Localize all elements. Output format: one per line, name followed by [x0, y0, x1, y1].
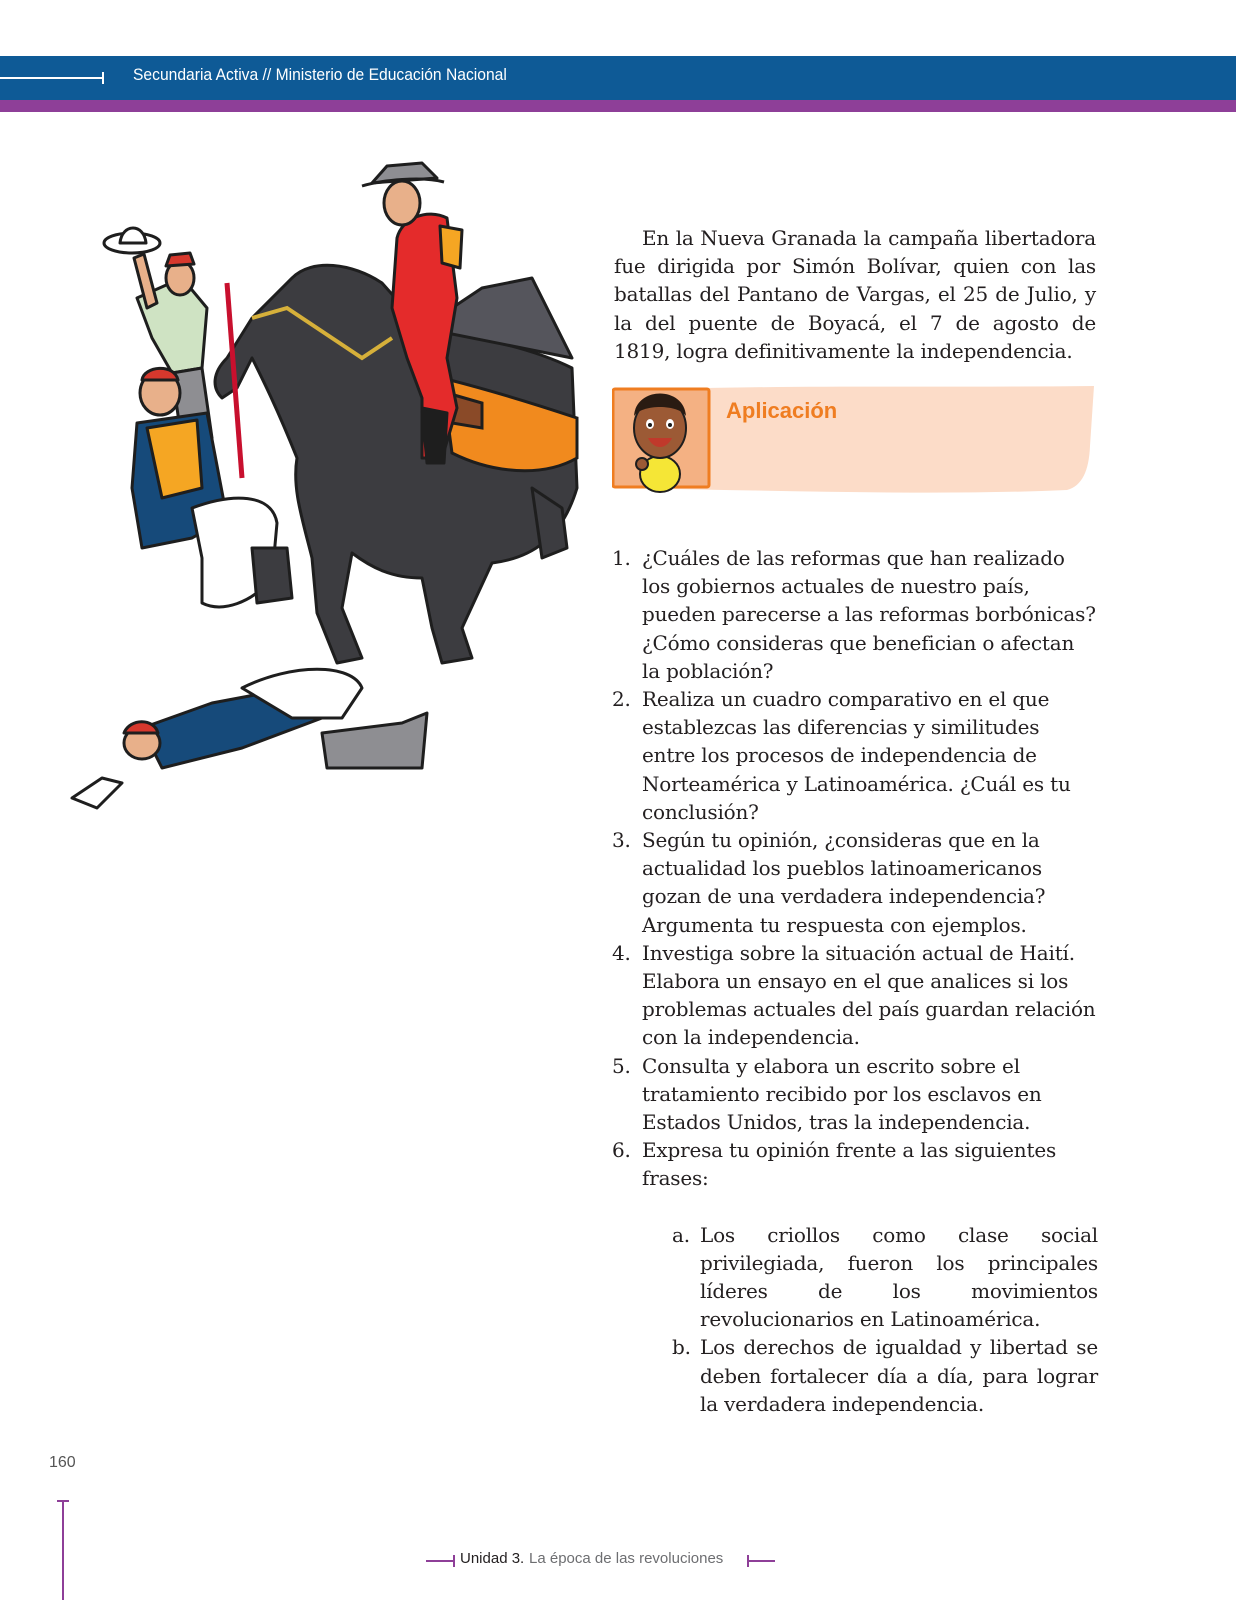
question-number: 2.: [612, 687, 631, 712]
question-number: 1.: [612, 546, 631, 570]
question-text: ¿Cuáles de las reformas que han realizado los gobiernos actuales de nuestro país, pueden parecerse a las reformas borbónicas? ¿Cómo consideras que benefician o afectan la población?: [642, 546, 1096, 683]
question-item: [612, 1136, 1098, 1418]
question-item: [612, 1052, 1098, 1137]
question-text: Expresa tu opinión frente a las siguientes frases:: [642, 1138, 1057, 1191]
question-number: 4.: [612, 940, 631, 965]
question-text: Según tu opinión, ¿consideras que en la actualidad los pueblos latinoamericanos gozan de una verdadera independencia? Argumenta tu respuesta con ejemplos.: [642, 828, 1046, 937]
header-title: Secundaria Activa // Ministerio de Educación Nacional: [133, 65, 507, 84]
question-item: [612, 685, 1098, 826]
question-text: Consulta y elabora un escrito sobre el tratamiento recibido por los esclavos en Estados Unidos, tras la independencia.: [642, 1053, 1042, 1135]
sub-item-letter: b.: [672, 1335, 691, 1360]
question-text: Realiza un cuadro comparativo en el que establezcas las diferencias y similitudes entre los procesos de independencia de Norteamérica y Latinoamérica. ¿Cuál es tu conclusión?: [642, 687, 1071, 824]
sub-item-text: Los criollos como clase social privilegiada, fueron los principales líderes de los movimientos revolucionarios en Latinoamérica.: [700, 1222, 1098, 1332]
footer: [426, 1550, 776, 1572]
header-rule: [0, 77, 103, 79]
footer-rule-right: [747, 1560, 775, 1562]
sub-item: [672, 1221, 1098, 1334]
footer-unit-name: La época de las revoluciones: [529, 1550, 724, 1567]
sub-item-letter: a.: [672, 1222, 690, 1247]
margin-rule-tick: [57, 1500, 69, 1502]
battle-illustration: [62, 158, 592, 838]
footer-rule-left: [426, 1560, 454, 1562]
fallen-soldier: [72, 669, 427, 808]
aplicacion-title: Aplicación: [726, 398, 838, 423]
footer-unit-label: Unidad 3.: [460, 1550, 525, 1567]
page-number: 160: [49, 1454, 76, 1471]
question-item: [612, 939, 1098, 1052]
student-avatar-icon: [634, 394, 686, 493]
question-number: 6.: [612, 1138, 631, 1163]
footer-tick-left: [453, 1555, 455, 1567]
header-stripe: [0, 100, 1236, 112]
sub-items-list: [672, 1221, 1098, 1418]
margin-rule: [62, 1500, 64, 1600]
questions-list: [612, 544, 1098, 1418]
question-item: [612, 826, 1098, 939]
question-item: [612, 544, 1098, 685]
question-number: 5.: [612, 1053, 631, 1078]
header-rule-tick: [102, 72, 104, 84]
question-number: 3.: [612, 828, 631, 853]
intro-paragraph: En la Nueva Granada la campaña libertadora fue dirigida por Simón Bolívar, quien con las batallas del Pantano de Vargas, el 25 de Julio, y la del puente de Boyacá, el 7 de agosto de 1819, logra definitivamente la independencia.: [614, 226, 1096, 363]
question-text: Investiga sobre la situación actual de Haití. Elabora un ensayo en el que analices si los problemas actuales del país guardan relación con la independencia.: [642, 940, 1096, 1050]
sub-item-text: Los derechos de igualdad y libertad se deben fortalecer día a día, para lograr la verdadera independencia.: [700, 1335, 1098, 1416]
sub-item: [672, 1333, 1098, 1418]
kneeling-officer: [132, 368, 292, 606]
aplicacion-box: [612, 386, 1094, 500]
